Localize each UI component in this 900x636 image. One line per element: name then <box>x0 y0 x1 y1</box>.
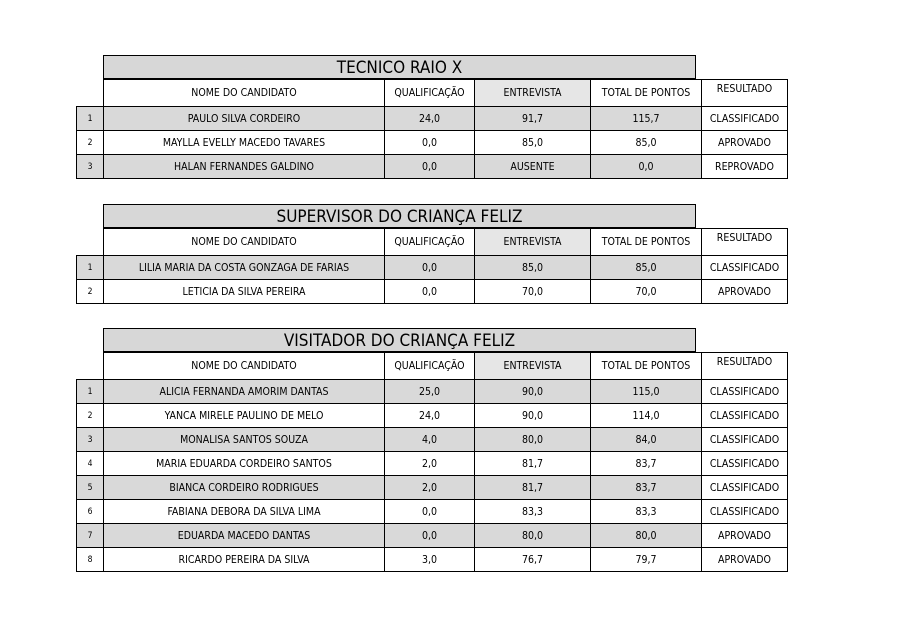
results-table <box>76 352 788 572</box>
result-header: RESULTADO <box>702 229 788 256</box>
row-number: 7 <box>77 524 104 548</box>
result-status: CLASSIFICADO <box>702 476 788 500</box>
name-header: NOME DO CANDIDATO <box>104 353 385 380</box>
qualification-score: 4,0 <box>385 428 475 452</box>
result-status: REPROVADO <box>702 155 788 179</box>
result-status: CLASSIFICADO <box>702 107 788 131</box>
interview-score: 85,0 <box>475 131 591 155</box>
interview-score: 85,0 <box>475 256 591 280</box>
interview-score: 90,0 <box>475 404 591 428</box>
qualification-score: 0,0 <box>385 131 475 155</box>
qualification-score: 3,0 <box>385 548 475 572</box>
blank-cell <box>77 229 104 256</box>
table-row <box>77 428 788 452</box>
section-title: VISITADOR DO CRIANÇA FELIZ <box>103 328 696 352</box>
result-header: RESULTADO <box>702 80 788 107</box>
qualification-header: QUALIFICAÇÃO <box>385 353 475 380</box>
row-number: 4 <box>77 452 104 476</box>
total-header: TOTAL DE PONTOS <box>591 353 702 380</box>
header-row <box>77 229 788 256</box>
table-row <box>77 280 788 304</box>
interview-header: ENTREVISTA <box>475 229 591 256</box>
interview-header: ENTREVISTA <box>475 353 591 380</box>
candidate-name: RICARDO PEREIRA DA SILVA <box>104 548 385 572</box>
interview-score: 90,0 <box>475 380 591 404</box>
interview-score: 81,7 <box>475 452 591 476</box>
candidate-name: FABIANA DEBORA DA SILVA LIMA <box>104 500 385 524</box>
row-number: 1 <box>77 380 104 404</box>
result-status: APROVADO <box>702 280 788 304</box>
table-row <box>77 500 788 524</box>
total-header: TOTAL DE PONTOS <box>591 229 702 256</box>
table-row <box>77 155 788 179</box>
row-number: 2 <box>77 280 104 304</box>
total-header: TOTAL DE PONTOS <box>591 80 702 107</box>
result-status: APROVADO <box>702 131 788 155</box>
results-table <box>76 79 788 179</box>
total-points: 70,0 <box>591 280 702 304</box>
table-row <box>77 404 788 428</box>
table-row <box>77 548 788 572</box>
name-header: NOME DO CANDIDATO <box>104 229 385 256</box>
candidate-name: LILIA MARIA DA COSTA GONZAGA DE FARIAS <box>104 256 385 280</box>
row-number: 2 <box>77 131 104 155</box>
row-number: 6 <box>77 500 104 524</box>
total-points: 114,0 <box>591 404 702 428</box>
blank-cell <box>77 80 104 107</box>
qualification-score: 0,0 <box>385 256 475 280</box>
total-points: 79,7 <box>591 548 702 572</box>
table-row <box>77 524 788 548</box>
candidate-name: MAYLLA EVELLY MACEDO TAVARES <box>104 131 385 155</box>
row-number: 3 <box>77 155 104 179</box>
total-points: 0,0 <box>591 155 702 179</box>
total-points: 115,7 <box>591 107 702 131</box>
qualification-score: 2,0 <box>385 452 475 476</box>
table-row <box>77 476 788 500</box>
table-row <box>77 452 788 476</box>
result-status: CLASSIFICADO <box>702 428 788 452</box>
candidate-name: MARIA EDUARDA CORDEIRO SANTOS <box>104 452 385 476</box>
result-status: CLASSIFICADO <box>702 452 788 476</box>
qualification-score: 24,0 <box>385 404 475 428</box>
result-status: APROVADO <box>702 524 788 548</box>
total-points: 83,3 <box>591 500 702 524</box>
interview-score: 80,0 <box>475 428 591 452</box>
candidate-name: PAULO SILVA CORDEIRO <box>104 107 385 131</box>
candidate-name: EDUARDA MACEDO DANTAS <box>104 524 385 548</box>
result-header: RESULTADO <box>702 353 788 380</box>
interview-score: 91,7 <box>475 107 591 131</box>
qualification-score: 0,0 <box>385 280 475 304</box>
total-points: 85,0 <box>591 131 702 155</box>
result-status: CLASSIFICADO <box>702 256 788 280</box>
qualification-header: QUALIFICAÇÃO <box>385 80 475 107</box>
total-points: 83,7 <box>591 452 702 476</box>
qualification-header: QUALIFICAÇÃO <box>385 229 475 256</box>
total-points: 85,0 <box>591 256 702 280</box>
result-status: CLASSIFICADO <box>702 404 788 428</box>
interview-score: AUSENTE <box>475 155 591 179</box>
total-points: 80,0 <box>591 524 702 548</box>
section-title: TECNICO RAIO X <box>103 55 696 79</box>
table-row <box>77 131 788 155</box>
interview-score: 83,3 <box>475 500 591 524</box>
total-points: 83,7 <box>591 476 702 500</box>
row-number: 2 <box>77 404 104 428</box>
section-title: SUPERVISOR DO CRIANÇA FELIZ <box>103 204 696 228</box>
header-row <box>77 353 788 380</box>
interview-header: ENTREVISTA <box>475 80 591 107</box>
qualification-score: 0,0 <box>385 524 475 548</box>
qualification-score: 2,0 <box>385 476 475 500</box>
results-table <box>76 228 788 304</box>
result-status: APROVADO <box>702 548 788 572</box>
total-points: 115,0 <box>591 380 702 404</box>
candidate-name: MONALISA SANTOS SOUZA <box>104 428 385 452</box>
table-row <box>77 256 788 280</box>
row-number: 3 <box>77 428 104 452</box>
qualification-score: 24,0 <box>385 107 475 131</box>
result-status: CLASSIFICADO <box>702 500 788 524</box>
candidate-name: YANCA MIRELE PAULINO DE MELO <box>104 404 385 428</box>
candidate-name: ALICIA FERNANDA AMORIM DANTAS <box>104 380 385 404</box>
interview-score: 81,7 <box>475 476 591 500</box>
qualification-score: 0,0 <box>385 500 475 524</box>
header-row <box>77 80 788 107</box>
candidate-name: LETICIA DA SILVA PEREIRA <box>104 280 385 304</box>
total-points: 84,0 <box>591 428 702 452</box>
table-row <box>77 107 788 131</box>
candidate-name: BIANCA CORDEIRO RODRIGUES <box>104 476 385 500</box>
interview-score: 70,0 <box>475 280 591 304</box>
candidate-name: HALAN FERNANDES GALDINO <box>104 155 385 179</box>
row-number: 1 <box>77 256 104 280</box>
interview-score: 76,7 <box>475 548 591 572</box>
row-number: 1 <box>77 107 104 131</box>
qualification-score: 25,0 <box>385 380 475 404</box>
row-number: 8 <box>77 548 104 572</box>
qualification-score: 0,0 <box>385 155 475 179</box>
blank-cell <box>77 353 104 380</box>
row-number: 5 <box>77 476 104 500</box>
result-status: CLASSIFICADO <box>702 380 788 404</box>
interview-score: 80,0 <box>475 524 591 548</box>
name-header: NOME DO CANDIDATO <box>104 80 385 107</box>
table-row <box>77 380 788 404</box>
